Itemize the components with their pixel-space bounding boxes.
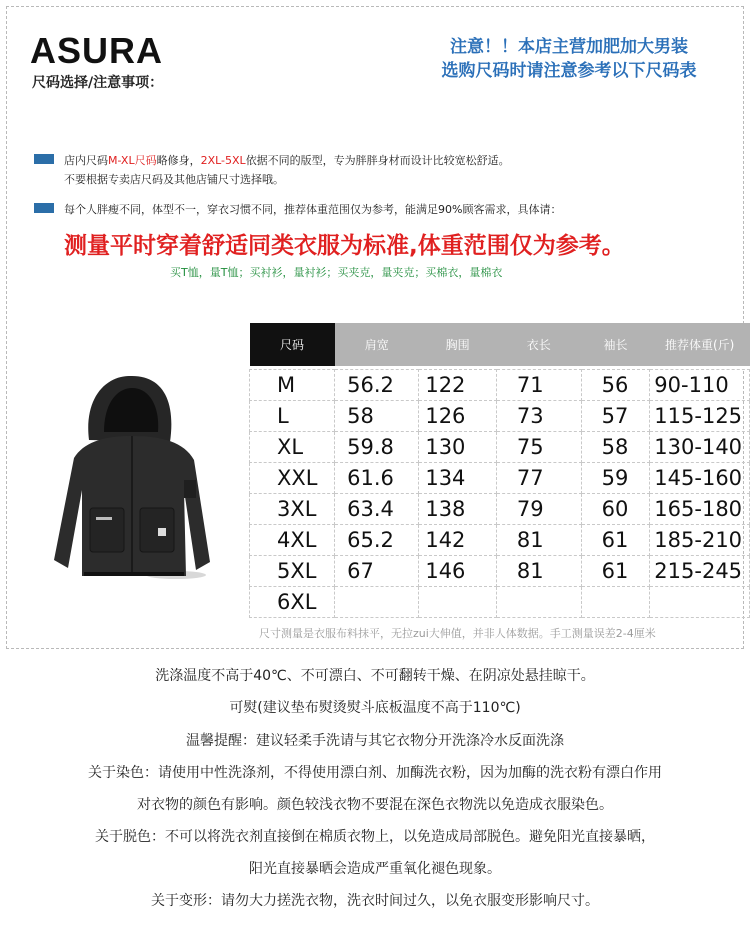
care-line: 温馨提醒：建议轻柔手洗请与其它衣物分开洗涤冷水反面洗涤	[186, 733, 564, 749]
bullet-marker	[34, 154, 54, 164]
cell-size: 3XL	[250, 494, 335, 525]
cell-size: 4XL	[250, 525, 335, 556]
cell-chest: 130	[419, 432, 497, 463]
cell-chest: 146	[419, 556, 497, 587]
header-weight: 推荐体重(斤)	[650, 323, 750, 366]
cell-weight: 115-125	[650, 401, 750, 432]
header-size: 尺码	[250, 323, 335, 366]
measurement-advice: 测量平时穿着舒适同类衣服为标准,体重范围仅为参考。	[64, 233, 625, 259]
table-row	[250, 463, 750, 494]
table-row	[250, 587, 750, 618]
cell-size: 5XL	[250, 556, 335, 587]
care-line: 洗涤温度不高于40℃、不可漂白、不可翻转干燥、在阴凉处悬挂晾干。	[155, 668, 595, 684]
table-row	[250, 556, 750, 587]
cell-shoulder: 67	[335, 556, 419, 587]
jacket-image	[44, 370, 214, 580]
header-sleeve: 袖长	[581, 323, 650, 366]
care-line: 关于染色：请使用中性洗涤剂，不得使用漂白剂、加酶洗衣粉，因为加酶的洗衣粉有漂白作用	[88, 765, 662, 781]
size-fit-note: 店内尺码M-XL尺码略修身，2XL-5XL依据不同的版型，专为胖胖身材而设计比较宽松舒适。	[64, 154, 510, 167]
table-row	[250, 525, 750, 556]
cell-chest: 142	[419, 525, 497, 556]
cell-chest: 122	[419, 370, 497, 401]
cell-length: 81	[496, 556, 581, 587]
cell-size: XL	[250, 432, 335, 463]
measurement-footnote: 尺寸测量是衣服布料抹平，无拉zui大伸值，并非人体数据。手工测量误差2-4厘米	[259, 627, 656, 640]
table-row	[250, 494, 750, 525]
cell-shoulder	[335, 587, 419, 618]
header-chest: 胸围	[419, 323, 497, 366]
table-row	[250, 432, 750, 463]
header-shoulder: 肩宽	[335, 323, 419, 366]
cell-length: 79	[496, 494, 581, 525]
cell-shoulder: 56.2	[335, 370, 419, 401]
cell-sleeve: 61	[581, 556, 650, 587]
size-choice-note: 不要根据专卖店尺码及其他店铺尺寸选择哦。	[64, 173, 284, 186]
cell-chest	[419, 587, 497, 618]
notice-line-1: 注意！！本店主营加肥加大男装	[450, 37, 688, 57]
cell-shoulder: 63.4	[335, 494, 419, 525]
care-line: 可熨(建议垫布熨烫熨斗底板温度不高于110℃)	[229, 700, 521, 716]
cell-sleeve: 61	[581, 525, 650, 556]
table-row	[250, 370, 750, 401]
page-subtitle: 尺码选择/注意事项：	[32, 75, 164, 91]
cell-sleeve: 58	[581, 432, 650, 463]
cell-chest: 134	[419, 463, 497, 494]
cell-chest: 138	[419, 494, 497, 525]
cell-shoulder: 61.6	[335, 463, 419, 494]
cell-shoulder: 58	[335, 401, 419, 432]
cell-length: 71	[496, 370, 581, 401]
cell-sleeve	[581, 587, 650, 618]
body-type-note: 每个人胖瘦不同，体型不一，穿衣习惯不同，推荐体重范围仅为参考，能满足90%顾客需求，具体请：	[64, 203, 562, 216]
cell-length: 81	[496, 525, 581, 556]
cell-sleeve: 56	[581, 370, 650, 401]
cell-weight	[650, 587, 750, 618]
cell-size: XXL	[250, 463, 335, 494]
measure-examples: 买T恤，量T恤；买衬衫，量衬衫；买夹克，量夹克；买棉衣，量棉衣	[170, 266, 503, 279]
size-table	[249, 323, 750, 618]
cell-length	[496, 587, 581, 618]
notice-line-2: 选购尺码时请注意参考以下尺码表	[441, 61, 697, 81]
bullet-marker	[34, 203, 54, 213]
cell-sleeve: 60	[581, 494, 650, 525]
cell-weight: 90-110	[650, 370, 750, 401]
cell-weight: 145-160	[650, 463, 750, 494]
cell-size: L	[250, 401, 335, 432]
cell-weight: 185-210	[650, 525, 750, 556]
brand-title: ASURA	[30, 30, 164, 71]
care-line: 关于脱色：不可以将洗衣剂直接倒在棉质衣物上，以免造成局部脱色。避免阳光直接暴晒，	[95, 829, 655, 845]
cell-length: 75	[496, 432, 581, 463]
cell-size: M	[250, 370, 335, 401]
cell-shoulder: 59.8	[335, 432, 419, 463]
cell-length: 77	[496, 463, 581, 494]
cell-weight: 215-245	[650, 556, 750, 587]
care-line: 阳光直接暴晒会造成严重氧化褪色现象。	[249, 861, 501, 877]
header-length: 衣长	[496, 323, 581, 366]
cell-chest: 126	[419, 401, 497, 432]
cell-size: 6XL	[250, 587, 335, 618]
cell-length: 73	[496, 401, 581, 432]
cell-sleeve: 59	[581, 463, 650, 494]
size-table-header	[250, 323, 750, 366]
cell-sleeve: 57	[581, 401, 650, 432]
cell-weight: 165-180	[650, 494, 750, 525]
cell-weight: 130-140	[650, 432, 750, 463]
care-line: 对衣物的颜色有影响。颜色较浅衣物不要混在深色衣物洗以免造成衣服染色。	[137, 797, 613, 813]
care-line: 关于变形：请勿大力搓洗衣物，洗衣时间过久，以免衣服变形影响尺寸。	[151, 893, 599, 909]
cell-shoulder: 65.2	[335, 525, 419, 556]
table-row	[250, 401, 750, 432]
